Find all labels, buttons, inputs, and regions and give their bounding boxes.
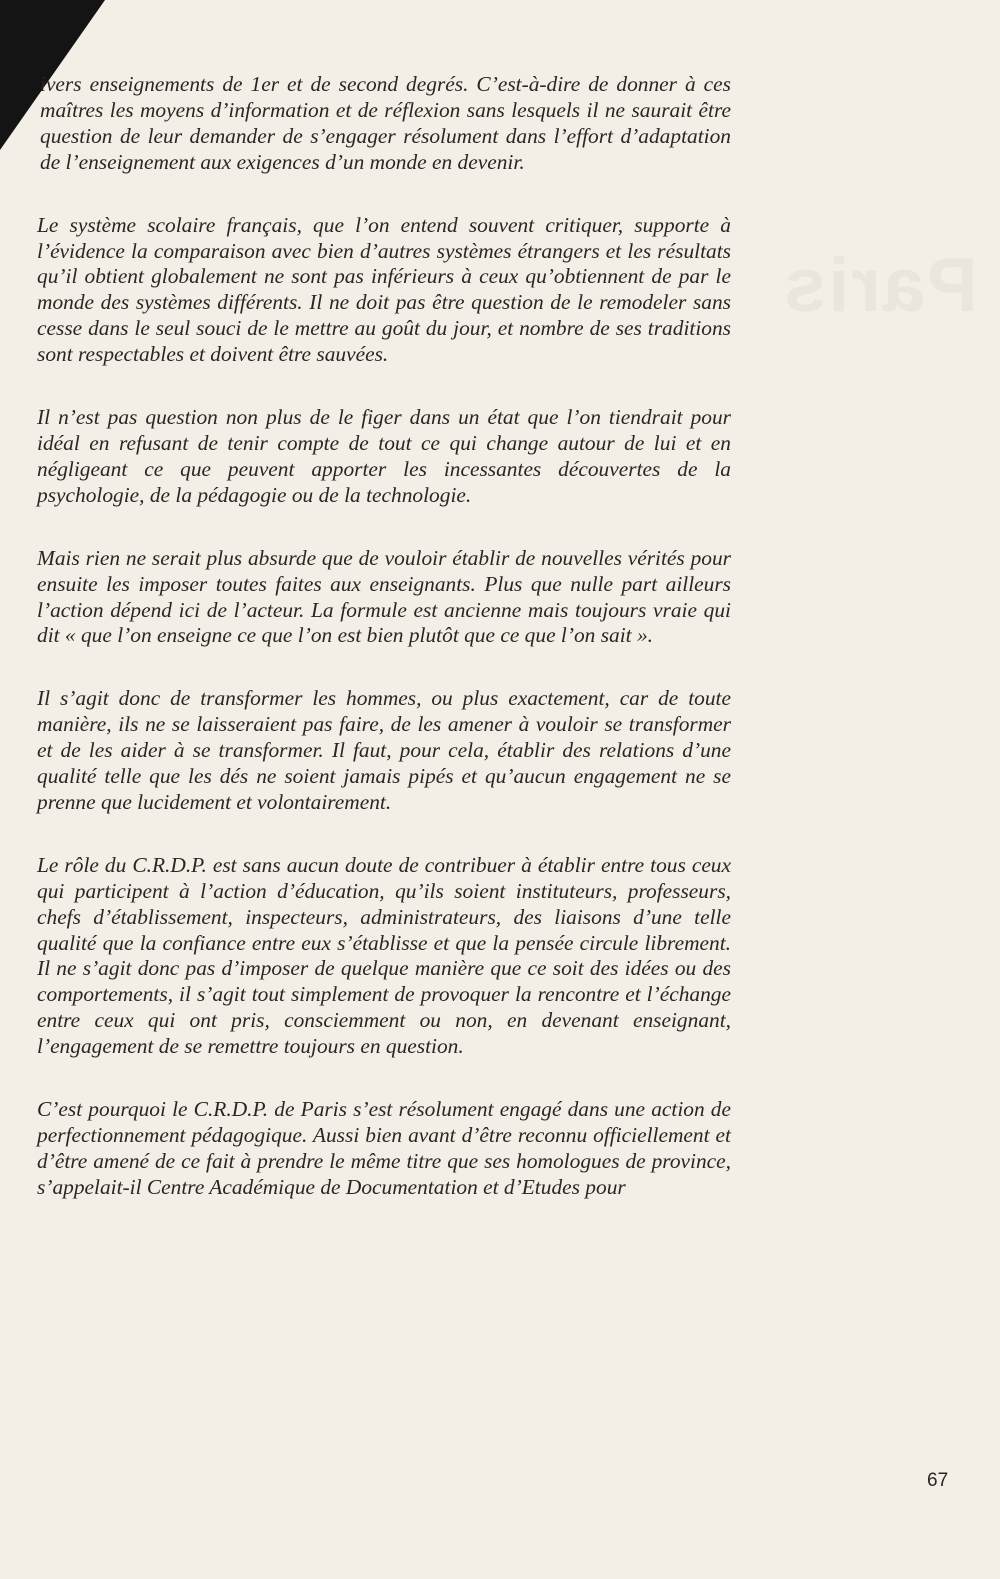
paragraph-1: ivers enseignements de 1er et de second degrés. C’est-à-dire de donner à ces maîtres les moyens d’information et de réflexion sans lesquels il ne saurait être question de leur demander de s’engager résolument dans l’effort d’adaptation de l’enseignement aux exigences d’un monde en devenir. (40, 72, 731, 174)
paragraph-4: Mais rien ne serait plus absurde que de vouloir établir de nouvelles vérités pour ensuite les imposer toutes faites aux enseignants. Plus que nulle part ailleurs l’action dépend ici de l’acteur. La formule est ancienne mais toujours vraie qui dit « que l’on enseigne ce que l’on est bien plutôt que ce que l’on sait ». (37, 545, 731, 648)
paragraph-7: C’est pourquoi le C.R.D.P. de Paris s’est résolument engagé dans une action de perfectionnement pédagogique. Aussi bien avant d’être reconnu officiellement et d’être amené de ce fait à prendre le même titre que ses homologues de province, s’appelait-il Centre Académique de Documentation et d’Etudes pour (37, 1097, 731, 1199)
page-number: 67 (927, 1470, 949, 1491)
paragraph-5: Il s’agit donc de transformer les hommes, ou plus exactement, car de toute manière, ils ne se laisseraient pas faire, de les amener à vouloir se transformer et de les aider à se transformer. Il faut, pour cela, établir des relations d’une qualité telle que les dés ne soient jamais pipés et qu’aucun engagement ne se prenne que lucidement et volontairement. (37, 686, 731, 814)
paragraph-2: Le système scolaire français, que l’on entend souvent critiquer, supporte à l’évidence la comparaison avec bien d’autres systèmes étrangers et les résultats qu’il obtient globalement ne sont pas inférieurs à ceux qu’obtiennent de par le monde des systèmes différents. Il ne doit pas être question de le remodeler sans cesse dans le seul souci de le mettre au goût du jour, et nombre de ses traditions sont respectables et doivent être sauvées. (37, 212, 731, 367)
show-through-text: Paris (782, 243, 978, 328)
paragraph-3: Il n’est pas question non plus de le figer dans un état que l’on tiendrait pour idéal en refusant de tenir compte de tout ce qui change autour de lui et en négligeant ce que peuvent apporter les incessantes découvertes de la psychologie, de la pédagogie ou de la technologie. (37, 405, 731, 507)
paragraph-6: Le rôle du C.R.D.P. est sans aucun doute de contribuer à établir entre tous ceux qui participent à l’action d’éducation, qu’ils soient instituteurs, professeurs, chefs d’établissement, inspecteurs, administrateurs, des liaisons d’une telle qualité que la confiance entre eux s’établisse et que la pensée circule librement. Il ne s’agit donc pas d’imposer de quelque manière que ce soit des idées ou des comportements, il s’agit tout simplement de provoquer la rencontre et l’échange entre ceux qui ont pris, consciemment ou non, en devenant enseignant, l’engagement de se remettre toujours en question. (37, 852, 731, 1059)
article-text-column (37, 72, 731, 1238)
